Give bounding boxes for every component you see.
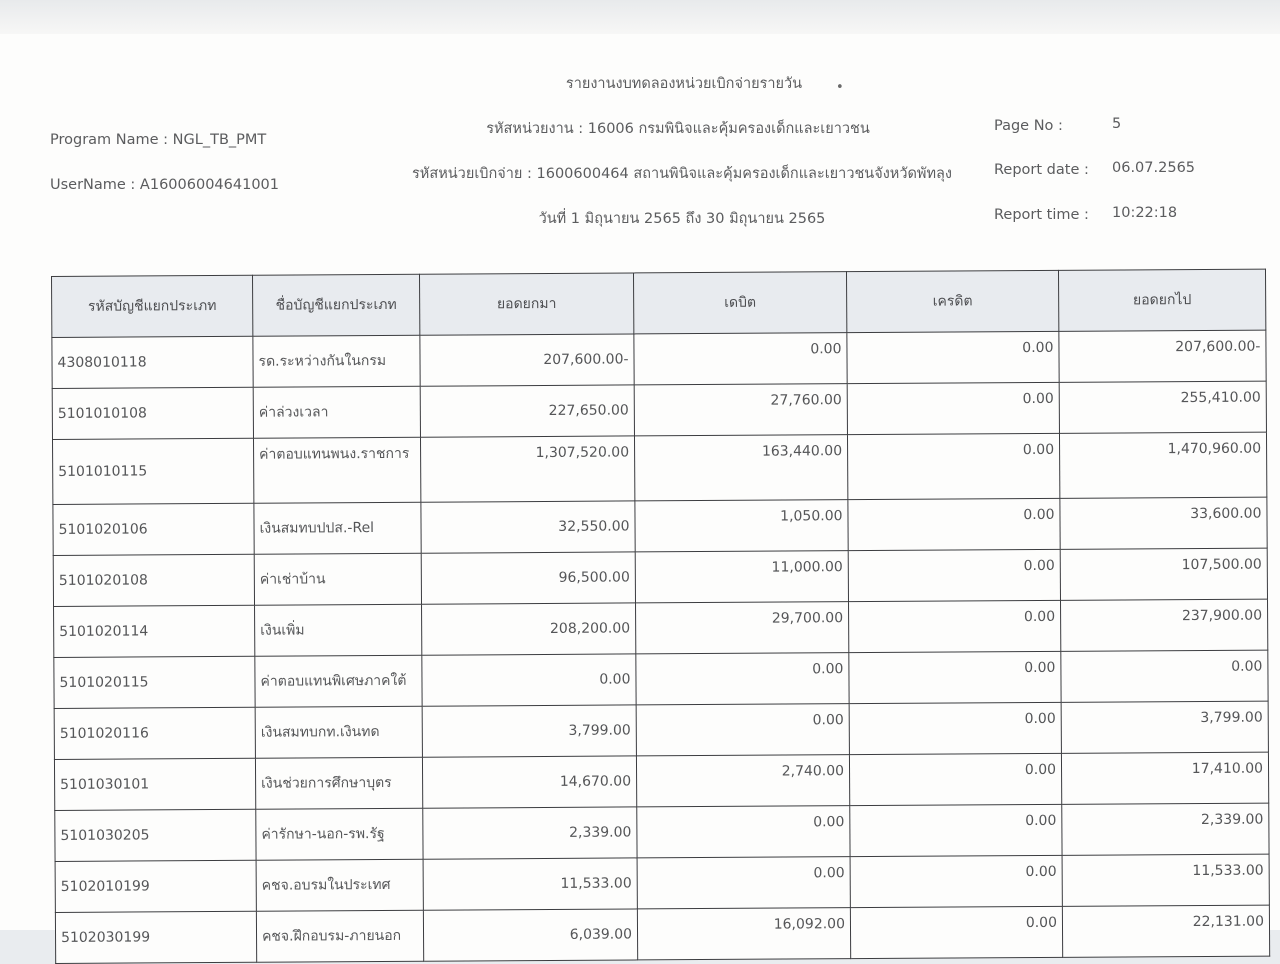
credit-cell: 0.00: [849, 600, 1061, 652]
credit-cell: 0.00: [848, 498, 1060, 550]
brought-forward-cell: 208,200.00: [422, 603, 636, 655]
page-no-label: Page No :: [994, 118, 1063, 134]
debit-cell: 0.00: [636, 704, 849, 756]
brought-forward-cell: 11,533.00: [423, 858, 637, 910]
account-name-cell: ค่ารักษา-นอก-รพ.รัฐ: [256, 808, 423, 860]
table-row: [53, 497, 1267, 555]
column-header-brought-forward: ยอดยกมา: [419, 273, 633, 335]
debit-cell: 11,000.00: [635, 551, 848, 603]
carried-forward-cell: 207,600.00-: [1059, 330, 1266, 382]
account-name-cell: ค่าเช่าบ้าน: [254, 553, 421, 605]
trial-balance-table: [51, 269, 1270, 964]
debit-cell: 2,740.00: [636, 755, 849, 807]
account-name-cell: ค่าตอบแทนพิเศษภาคใต้: [255, 655, 422, 707]
table-row: [52, 432, 1266, 504]
table-row: [53, 548, 1267, 606]
table-row: [52, 330, 1266, 388]
department-line: รหัสหน่วยงาน : 16006 กรมพินิจและคุ้มครองเด็กและเยาวชน: [486, 121, 870, 137]
account-code-cell: 5101030205: [55, 809, 256, 861]
table-row: [54, 599, 1268, 657]
carried-forward-cell: 0.00: [1061, 650, 1268, 702]
debit-cell: 29,700.00: [636, 602, 849, 654]
program-name: Program Name : NGL_TB_PMT: [50, 132, 267, 148]
column-header-debit: เดบิต: [633, 272, 846, 334]
carried-forward-cell: 11,533.00: [1062, 854, 1269, 906]
brought-forward-cell: 207,600.00-: [420, 334, 634, 386]
title-marker-icon: •: [836, 80, 844, 95]
account-name-cell: ค่าตอบแทนพนง.ราชการ: [253, 437, 420, 503]
carried-forward-cell: 1,470,960.00: [1059, 432, 1266, 498]
account-code-cell: 5101010108: [52, 387, 253, 439]
date-range-line: วันที่ 1 มิถุนายน 2565 ถึง 30 มิถุนายน 2565: [538, 211, 826, 227]
account-name-cell: คชจ.ฝึกอบรม-ภายนอก: [256, 910, 423, 962]
page-no-value: 5: [1112, 116, 1122, 132]
account-code-cell: 5101030101: [54, 758, 255, 810]
table-header-row: [52, 269, 1266, 337]
debit-cell: 0.00: [637, 857, 850, 909]
table-row: [54, 650, 1268, 708]
user-name: UserName : A16006004641001: [50, 177, 280, 193]
brought-forward-cell: 227,650.00: [420, 385, 634, 437]
account-code-cell: 4308010118: [52, 336, 253, 388]
debit-cell: 27,760.00: [634, 384, 847, 436]
report-date-label: Report date :: [994, 162, 1089, 178]
account-code-cell: 5102030199: [55, 911, 256, 963]
table-row: [55, 854, 1269, 912]
carried-forward-cell: 255,410.00: [1059, 381, 1266, 433]
carried-forward-cell: 3,799.00: [1061, 701, 1268, 753]
debit-cell: 1,050.00: [635, 500, 848, 552]
carried-forward-cell: 33,600.00: [1060, 497, 1267, 549]
report-time-label: Report time :: [994, 207, 1089, 223]
account-code-cell: 5101020108: [53, 554, 254, 606]
credit-cell: 0.00: [849, 651, 1061, 703]
credit-cell: 0.00: [848, 549, 1060, 601]
brought-forward-cell: 1,307,520.00: [420, 436, 634, 502]
account-name-cell: เงินเพิ่ม: [255, 604, 422, 656]
account-name-cell: รด.ระหว่างกันในกรม: [253, 335, 420, 387]
account-name-cell: คชจ.อบรมในประเทศ: [256, 859, 423, 911]
account-code-cell: 5101010115: [52, 438, 253, 504]
report-time-value: 10:22:18: [1112, 205, 1178, 221]
account-code-cell: 5102010199: [55, 860, 256, 912]
table-row: [55, 803, 1269, 861]
brought-forward-cell: 3,799.00: [422, 705, 636, 757]
carried-forward-cell: 237,900.00: [1061, 599, 1268, 651]
carried-forward-cell: 2,339.00: [1062, 803, 1269, 855]
brought-forward-cell: 6,039.00: [423, 909, 637, 961]
brought-forward-cell: 32,550.00: [421, 501, 635, 553]
column-header-account-code: รหัสบัญชีแยกประเภท: [52, 275, 253, 337]
column-header-carried-forward: ยอดยกไป: [1058, 269, 1265, 331]
account-code-cell: 5101020115: [54, 656, 255, 708]
debit-cell: 0.00: [637, 806, 850, 858]
account-name-cell: เงินช่วยการศึกษาบุตร: [255, 757, 422, 809]
table-row: [54, 701, 1268, 759]
brought-forward-cell: 96,500.00: [421, 552, 635, 604]
account-name-cell: ค่าล่วงเวลา: [253, 386, 420, 438]
account-code-cell: 5101020116: [54, 707, 255, 759]
table-row: [52, 381, 1266, 439]
debit-cell: 0.00: [634, 333, 847, 385]
credit-cell: 0.00: [847, 382, 1059, 434]
account-code-cell: 5101020106: [53, 503, 254, 555]
report-date-value: 06.07.2565: [1112, 160, 1196, 176]
account-name-cell: เงินสมทบกท.เงินทด: [255, 706, 422, 758]
credit-cell: 0.00: [847, 331, 1059, 383]
table-row: [55, 905, 1269, 963]
table-row: [54, 752, 1268, 810]
credit-cell: 0.00: [849, 753, 1061, 805]
debit-cell: 16,092.00: [637, 908, 850, 960]
carried-forward-cell: 17,410.00: [1061, 752, 1268, 804]
brought-forward-cell: 2,339.00: [423, 807, 637, 859]
disbursement-unit-line: รหัสหน่วยเบิกจ่าย : 1600600464 สถานพินิจและคุ้มครองเด็กและเยาวชนจังหวัดพัทลุง: [412, 166, 952, 182]
account-code-cell: 5101020114: [54, 605, 255, 657]
carried-forward-cell: 22,131.00: [1062, 905, 1269, 957]
credit-cell: 0.00: [849, 702, 1061, 754]
debit-cell: 163,440.00: [634, 435, 847, 501]
credit-cell: 0.00: [850, 906, 1062, 958]
brought-forward-cell: 0.00: [422, 654, 636, 706]
debit-cell: 0.00: [636, 653, 849, 705]
column-header-credit: เครดิต: [846, 270, 1058, 332]
brought-forward-cell: 14,670.00: [422, 756, 636, 808]
credit-cell: 0.00: [847, 433, 1059, 499]
account-name-cell: เงินสมทบปปส.-Rel: [254, 502, 421, 554]
credit-cell: 0.00: [850, 855, 1062, 907]
report-title: รายงานงบทดลองหน่วยเบิกจ่ายรายวัน: [565, 76, 803, 92]
column-header-account-name: ชื่อบัญชีแยกประเภท: [252, 274, 419, 336]
credit-cell: 0.00: [850, 804, 1062, 856]
carried-forward-cell: 107,500.00: [1060, 548, 1267, 600]
